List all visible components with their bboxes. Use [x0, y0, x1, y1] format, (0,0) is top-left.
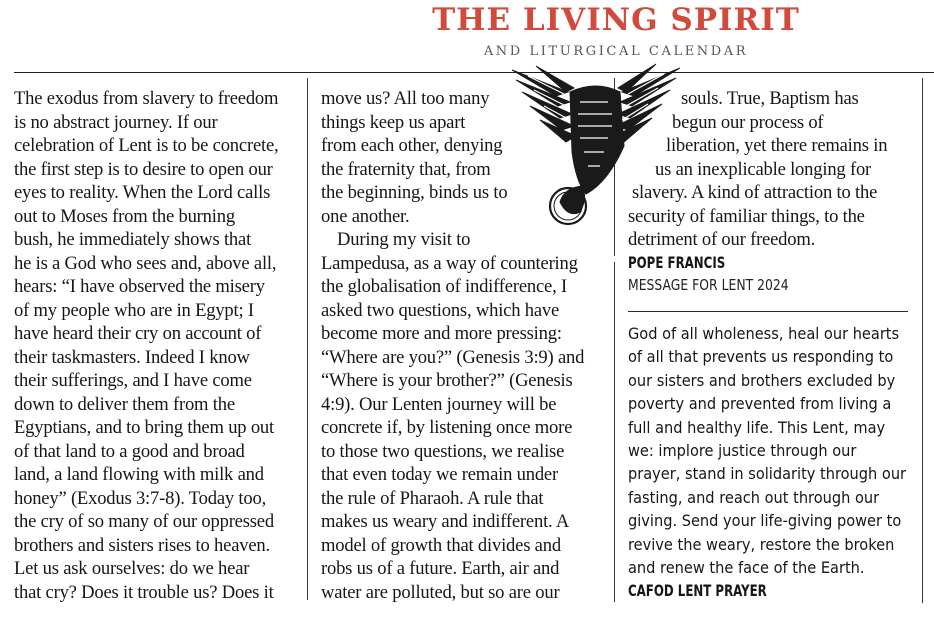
text-line: the rule of Pharaoh. A rule that	[321, 487, 544, 509]
text-line: Egyptians, and to bring them up out	[14, 417, 274, 438]
masthead-title: THE LIVING SPIRIT	[432, 2, 800, 38]
top-rule	[14, 72, 934, 73]
text-line: have heard their cry on account of	[14, 323, 262, 344]
text-line: During my visit to	[337, 229, 471, 250]
column-divider-3	[922, 78, 923, 603]
text-line: hears: “I have observed the misery	[14, 276, 265, 297]
text-line: land, a land flowing with milk and	[14, 464, 264, 485]
text-line: the fraternity that, from	[321, 158, 491, 180]
text-line: asked two questions, which have	[321, 299, 560, 321]
author-name: POPE FRANCIS	[628, 253, 726, 272]
text-line: us an inexplicable longing for	[655, 158, 872, 180]
text-line: “Where is your brother?” (Genesis	[321, 370, 573, 391]
text-line: The exodus from slavery to freedom	[14, 88, 279, 109]
text-line: the beginning, binds us to	[321, 182, 508, 203]
text-line: to those two questions, we realise	[321, 440, 565, 462]
text-line: of that land to a good and broad	[14, 440, 245, 462]
text-line: that cry? Does it trouble us? Does it	[14, 581, 274, 603]
column-divider-2-lower	[614, 262, 615, 602]
text-line: their taskmasters. Indeed I know	[14, 346, 250, 368]
text-line: full and healthy life. This Lent, may	[628, 417, 886, 437]
text-line: slavery. A kind of attraction to the	[632, 182, 878, 203]
text-line: Lampedusa, as a way of countering	[321, 252, 578, 274]
text-line: security of familiar things, to the	[628, 205, 865, 227]
text-line: celebration of Lent is to be concrete,	[14, 135, 279, 156]
text-line: we: implore justice through our	[628, 441, 857, 461]
text-line: honey” (Exodus 3:7-8). Today too,	[14, 487, 267, 509]
text-line: liberation, yet there remains in	[666, 135, 888, 156]
prayer-attribution: CAFOD LENT PRAYER	[628, 581, 767, 600]
section-rule	[628, 311, 908, 312]
text-line: God of all wholeness, heal our hearts	[628, 324, 900, 343]
text-line: down to deliver them from the	[14, 393, 235, 415]
text-line: of all that prevents us responding to	[628, 347, 894, 367]
column-divider-1	[307, 78, 308, 600]
text-line: he is a God who sees and, above all,	[14, 252, 277, 274]
text-line: model of growth that divides and	[321, 534, 561, 556]
text-line: eyes to reality. When the Lord calls	[14, 182, 271, 203]
text-line: their sufferings, and I have come	[14, 370, 252, 391]
prayer-text	[628, 322, 906, 579]
text-line: move us? All too many	[321, 88, 490, 109]
column-1-text	[14, 87, 278, 604]
text-line: robs us of a future. Earth, air and	[321, 558, 560, 579]
text-line: the first step is to desire to open our	[14, 158, 273, 180]
text-line: become more and more pressing:	[321, 323, 562, 344]
text-line: revive the weary, restore the broken	[628, 534, 895, 554]
text-line: the globalisation of indifference, I	[321, 276, 567, 297]
author-source: MESSAGE FOR LENT 2024	[628, 276, 789, 294]
text-line: water are polluted, but so are our	[321, 581, 560, 603]
text-line: detriment of our freedom.	[628, 229, 816, 250]
text-line: souls. True, Baptism has	[681, 88, 859, 109]
text-line: from each other, denying	[321, 135, 503, 156]
text-line: one another.	[321, 205, 410, 227]
text-line: of my people who are in Egypt; I	[14, 299, 254, 321]
text-line: brothers and sisters rises to heaven.	[14, 534, 270, 556]
text-line: “Where are you?” (Genesis 3:9) and	[321, 346, 585, 368]
text-line: bush, he immediately shows that	[14, 229, 252, 250]
text-line: is no abstract journey. If our	[14, 111, 218, 133]
dove-icon	[508, 62, 684, 234]
text-line: Let us ask ourselves: do we hear	[14, 558, 250, 579]
text-line: things keep us apart	[321, 111, 466, 133]
text-line: makes us weary and indifferent. A	[321, 511, 570, 532]
text-line: poverty and prevented from living a	[628, 394, 892, 414]
text-line: that even today we remain under	[321, 464, 558, 485]
text-line: 4:9). Our Lenten journey will be	[321, 393, 557, 415]
text-line: prayer, stand in solidarity through our	[628, 464, 907, 484]
text-line: fasting, and reach out through our	[628, 487, 880, 507]
masthead-subtitle: AND LITURGICAL CALENDAR	[483, 44, 749, 59]
text-line: begun our process of	[672, 111, 824, 133]
text-line: the cry of so many of our oppressed	[14, 511, 274, 532]
text-line: concrete if, by listening once more	[321, 417, 573, 438]
text-line: giving. Send your life-giving power to	[628, 511, 902, 531]
text-line: out to Moses from the burning	[14, 205, 235, 227]
text-line: and renew the face of the Earth.	[628, 558, 865, 578]
text-line: our sisters and brothers excluded by	[628, 370, 896, 390]
